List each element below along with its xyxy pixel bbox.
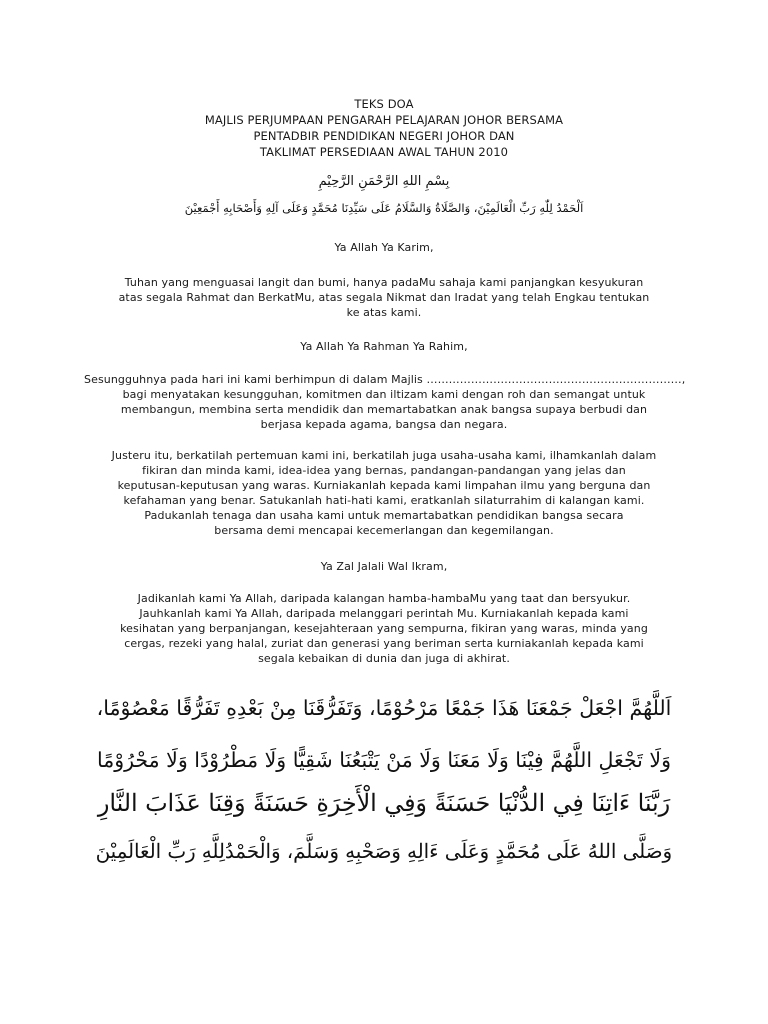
paragraph-line: Sesungguhnya pada hari ini kami berhimpun di dalam Majlis ……………………………………………………………, xyxy=(84,373,686,386)
paragraph-line: bersama demi mencapai kecemerlangan dan kegemilangan. xyxy=(214,524,554,537)
basmala: بِسْمِ اللهِ الرَّحْمَنِ الرَّحِيْمِ xyxy=(318,174,450,189)
paragraph-line: segala kebaikan di dunia dan juga di akhirat. xyxy=(258,652,510,665)
paragraph xyxy=(84,275,684,320)
paragraph-line: keputusan-keputusan yang waras. Kurniakanlah kepada kami limpahan ilmu yang berguna dan xyxy=(117,479,651,492)
paragraph-line: Tuhan yang menguasai langit dan bumi, hanya padaMu sahaja kami panjangkan kesyukuran xyxy=(124,276,644,289)
salutation: Ya Zal Jalali Wal Ikram, xyxy=(320,560,448,573)
closing-prayer-line: وَصَلَّى اللهُ عَلَى مُحَمَّدٍ وَعَلَى ءَالِهِ وَصَحْبِهِ وَسَلَّمَ، وَالْحَمْدُلِلَّهِ رَبِّ الْعَالَمِيْنَ xyxy=(95,840,672,863)
title-line: TAKLIMAT PERSEDIAAN AWAL TAHUN 2010 xyxy=(259,145,509,159)
paragraph xyxy=(84,591,684,666)
paragraph xyxy=(84,372,684,432)
closing-prayer-line: وَلَا تَجْعَلِ اللَّهُمَّ فِيْنَا وَلَا مَعَنَا وَلَا مَنْ يَتْبَعُنَا شَقِيًّا وَلَا مَطْرُوْدًا وَلَا مَحْرُوْمًا xyxy=(96,748,671,772)
paragraph-line: Jadikanlah kami Ya Allah, daripada kalangan hamba-hambaMu yang taat dan bersyukur. xyxy=(137,592,631,605)
paragraph-line: Jauhkanlah kami Ya Allah, daripada melanggari perintah Mu. Kurniakanlah kepada kami xyxy=(139,607,629,620)
paragraph-line: Justeru itu, berkatilah pertemuan kami ini, berkatilah juga usaha-usaha kami, ilhamkanlah dalam xyxy=(111,449,657,462)
opening-praise: اَلْحَمْدُ لِلّٰهِ رَبِّ الْعَالَمِيْنَ، وَالصَّلَاةُ وَالسَّلَامُ عَلَى سَيِّدِنَا مُحَمَّدٍ وَعَلَى آلِهِ وَأَصْحَابِهِ أَجْمَعِيْنَ xyxy=(184,201,584,215)
closing-prayer-line: اَللَّهُمَّ اجْعَلْ جَمْعَنَا هَذَا جَمْعًا مَرْحُوْمًا، وَتَفَرُّقَنَا مِنْ بَعْدِهِ تَفَرُّقًا مَعْصُوْمًا، xyxy=(96,696,672,720)
paragraph-line: atas segala Rahmat dan BerkatMu, atas segala Nikmat dan Iradat yang telah Engkau tentukan xyxy=(118,291,650,304)
title-line: TEKS DOA xyxy=(354,97,414,111)
paragraph-line: ke atas kami. xyxy=(346,306,422,319)
paragraph-line: Padukanlah tenaga dan usaha kami untuk memartabatkan pendidikan bangsa secara xyxy=(144,509,624,522)
paragraph-line: cergas, rezeki yang halal, zuriat dan generasi yang beriman serta kurniakanlah kepada kami xyxy=(124,637,644,650)
paragraph-line: kefahaman yang benar. Satukanlah hati-hati kami, eratkanlah silaturrahim di kalangan kami. xyxy=(123,494,645,507)
salutation: Ya Allah Ya Rahman Ya Rahim, xyxy=(300,340,468,353)
paragraph-line: bagi menyatakan kesungguhan, komitmen dan iltizam kami dengan roh dan semangat untuk xyxy=(122,388,646,401)
document-title xyxy=(84,96,684,160)
closing-prayer-line: رَبَّنَا ءَاتِنَا فِي الدُّنْيَا حَسَنَةً وَفِي الْأَخِرَةِ حَسَنَةً وَقِنَا عَذَابَ النَّارِ xyxy=(97,789,671,817)
title-line: PENTADBIR PENDIDIKAN NEGERI JOHOR DAN xyxy=(253,129,515,143)
title-line: MAJLIS PERJUMPAAN PENGARAH PELAJARAN JOHOR BERSAMA xyxy=(204,113,564,127)
salutation: Ya Allah Ya Karim, xyxy=(334,241,434,254)
paragraph xyxy=(84,448,684,538)
paragraph-line: kesihatan yang berpanjangan, kesejahteraan yang sempurna, fikiran yang waras, minda yang xyxy=(120,622,648,635)
paragraph-line: membangun, membina serta mendidik dan memartabatkan anak bangsa supaya berbudi dan xyxy=(120,403,648,416)
paragraph-line: berjasa kepada agama, bangsa dan negara. xyxy=(260,418,508,431)
paragraph-line: fikiran dan minda kami, idea-idea yang bernas, pandangan-pandangan yang jelas dan xyxy=(142,464,626,477)
